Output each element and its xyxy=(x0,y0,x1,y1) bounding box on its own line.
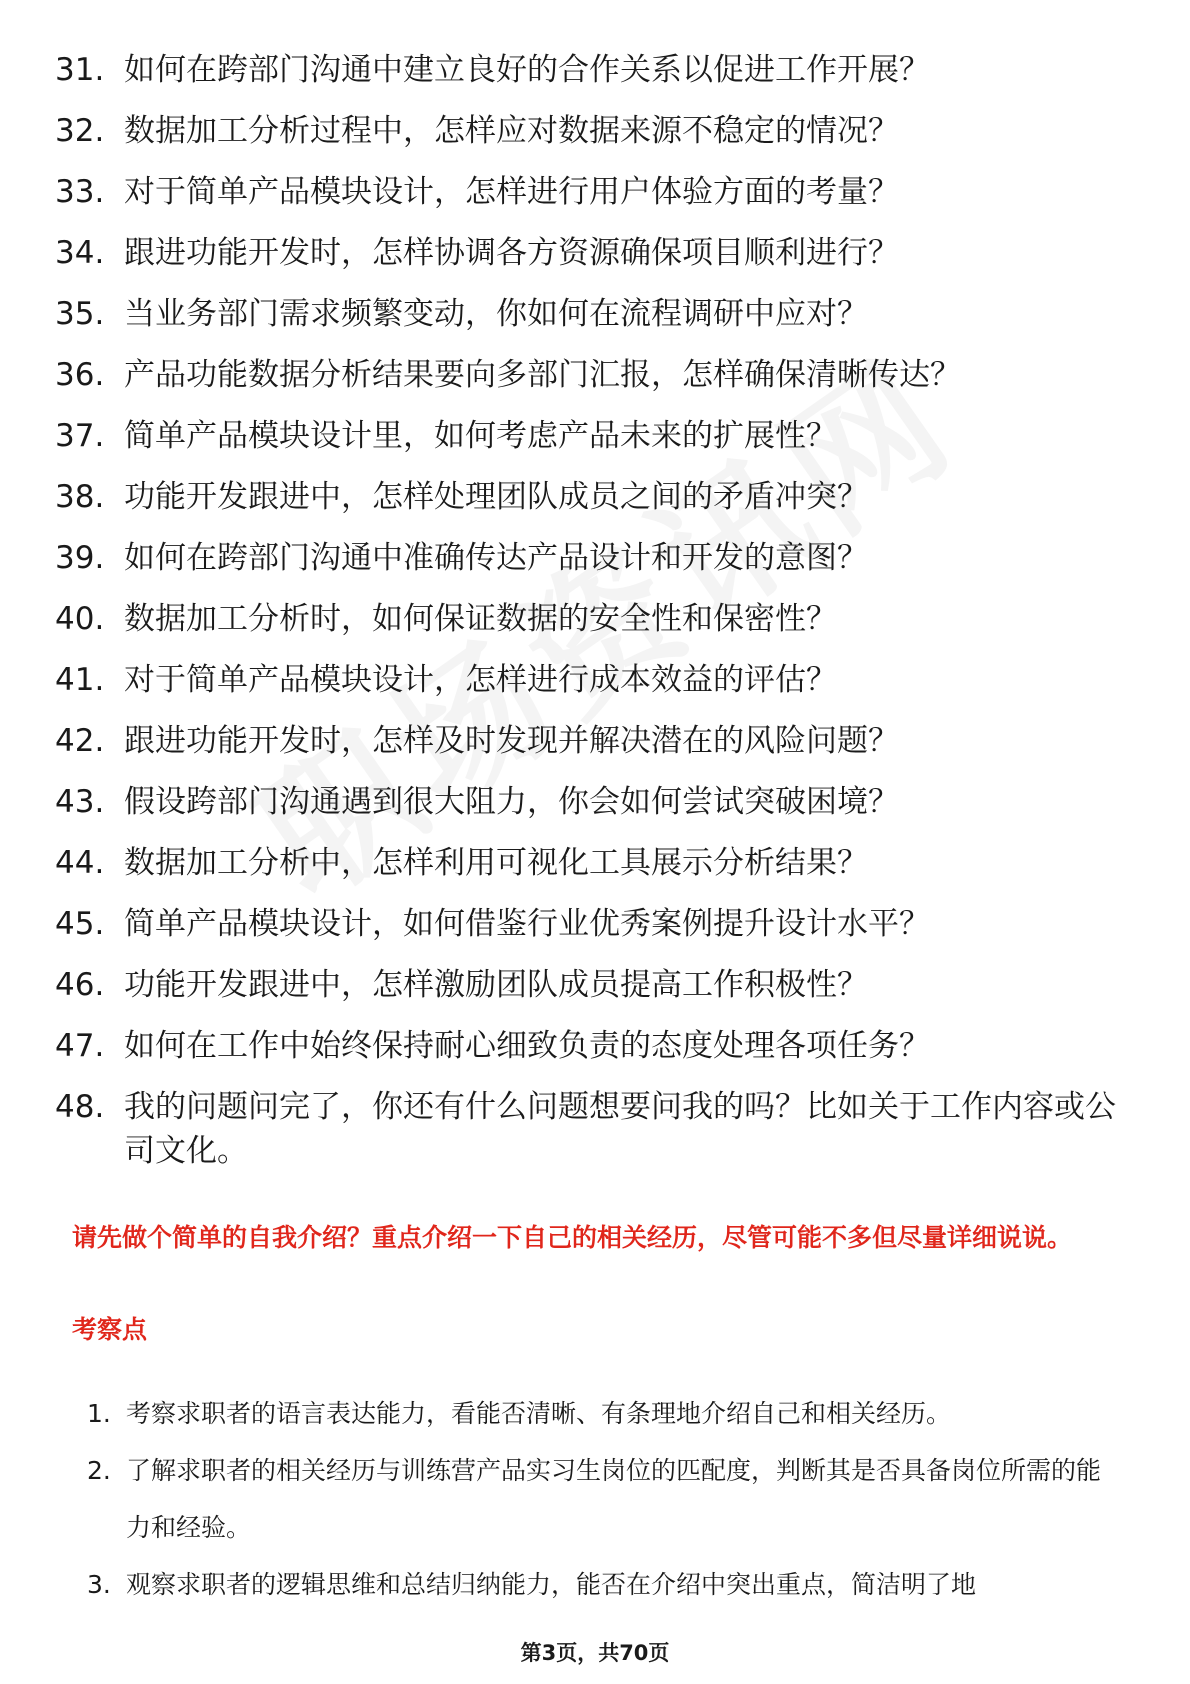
question-text: 数据加工分析过程中，怎样应对数据来源不稳定的情况？ xyxy=(124,113,899,149)
question-number: 47. xyxy=(55,1028,105,1064)
question-text: 功能开发跟进中，怎样激励团队成员提高工作积极性？ xyxy=(124,967,868,1003)
assessment-point xyxy=(0,1442,1190,1556)
question-text: 产品功能数据分析结果要向多部门汇报，怎样确保清晰传达？ xyxy=(124,357,961,393)
question-number: 37. xyxy=(55,418,105,454)
question-text: 假设跨部门沟通遇到很大阻力，你会如何尝试突破困境？ xyxy=(124,784,899,820)
point-text: 考察求职者的语言表达能力，看能否清晰、有条理地介绍自己和相关经历。 xyxy=(126,1399,952,1428)
question-number: 46. xyxy=(55,967,105,1003)
question-item xyxy=(0,902,1190,946)
point-number: 2. xyxy=(87,1456,111,1485)
point-text: 了解求职者的相关经历与训练营产品实习生岗位的匹配度，判断其是否具备岗位所需的能力和经验。 xyxy=(126,1456,1102,1542)
question-number: 33. xyxy=(55,174,105,210)
question-text: 对于简单产品模块设计，怎样进行成本效益的评估？ xyxy=(124,662,837,698)
question-text: 数据加工分析中，怎样利用可视化工具展示分析结果？ xyxy=(124,845,868,881)
question-item xyxy=(0,109,1190,153)
assessment-point xyxy=(0,1385,1190,1442)
question-item xyxy=(0,1024,1190,1068)
question-item xyxy=(0,780,1190,824)
question-item xyxy=(0,536,1190,580)
point-text: 观察求职者的逻辑思维和总结归纳能力，能否在介绍中突出重点，简洁明了地 xyxy=(126,1570,977,1599)
question-text: 功能开发跟进中，怎样处理团队成员之间的矛盾冲突？ xyxy=(124,479,868,515)
question-text: 如何在工作中始终保持耐心细致负责的态度处理各项任务？ xyxy=(124,1028,930,1064)
question-item xyxy=(0,963,1190,1007)
question-item xyxy=(0,475,1190,519)
question-number: 48. xyxy=(55,1089,105,1125)
question-item xyxy=(0,292,1190,336)
question-item xyxy=(0,414,1190,458)
question-text: 简单产品模块设计里，如何考虑产品未来的扩展性？ xyxy=(124,418,837,454)
point-number: 3. xyxy=(87,1570,111,1599)
page-footer: 第3页，共70页 xyxy=(520,1641,670,1665)
question-text: 如何在跨部门沟通中建立良好的合作关系以促进工作开展？ xyxy=(124,52,930,88)
question-number: 41. xyxy=(55,662,105,698)
highlight-question: 请先做个简单的自我介绍？重点介绍一下自己的相关经历，尽管可能不多但尽量详细说说。 xyxy=(72,1223,1073,1252)
question-number: 32. xyxy=(55,113,105,149)
question-item xyxy=(0,597,1190,641)
section-title: 考察点 xyxy=(72,1315,148,1344)
question-text: 跟进功能开发时，怎样及时发现并解决潜在的风险问题？ xyxy=(124,723,899,759)
question-number: 34. xyxy=(55,235,105,271)
question-item xyxy=(0,1085,1190,1173)
point-number: 1. xyxy=(87,1399,111,1428)
question-number: 38. xyxy=(55,479,105,515)
question-item xyxy=(0,841,1190,885)
question-number: 43. xyxy=(55,784,105,820)
question-text: 当业务部门需求频繁变动，你如何在流程调研中应对？ xyxy=(124,296,868,332)
question-text: 如何在跨部门沟通中准确传达产品设计和开发的意图？ xyxy=(124,540,868,576)
question-number: 40. xyxy=(55,601,105,637)
assessment-point xyxy=(0,1556,1190,1613)
question-number: 35. xyxy=(55,296,105,332)
question-number: 39. xyxy=(55,540,105,576)
question-item xyxy=(0,231,1190,275)
question-list xyxy=(0,48,1190,1190)
question-item xyxy=(0,353,1190,397)
question-number: 45. xyxy=(55,906,105,942)
question-item xyxy=(0,658,1190,702)
question-number: 42. xyxy=(55,723,105,759)
question-text: 跟进功能开发时，怎样协调各方资源确保项目顺利进行？ xyxy=(124,235,899,271)
question-text: 对于简单产品模块设计，怎样进行用户体验方面的考量？ xyxy=(124,174,899,210)
question-item xyxy=(0,719,1190,763)
question-item xyxy=(0,48,1190,92)
question-text: 我的问题问完了，你还有什么问题想要问我的吗？比如关于工作内容或公司文化。 xyxy=(124,1089,1116,1169)
question-text: 简单产品模块设计，如何借鉴行业优秀案例提升设计水平？ xyxy=(124,906,930,942)
question-number: 31. xyxy=(55,52,105,88)
question-item xyxy=(0,170,1190,214)
question-number: 36. xyxy=(55,357,105,393)
assessment-points-list xyxy=(0,1385,1190,1613)
question-text: 数据加工分析时，如何保证数据的安全性和保密性？ xyxy=(124,601,837,637)
question-number: 44. xyxy=(55,845,105,881)
